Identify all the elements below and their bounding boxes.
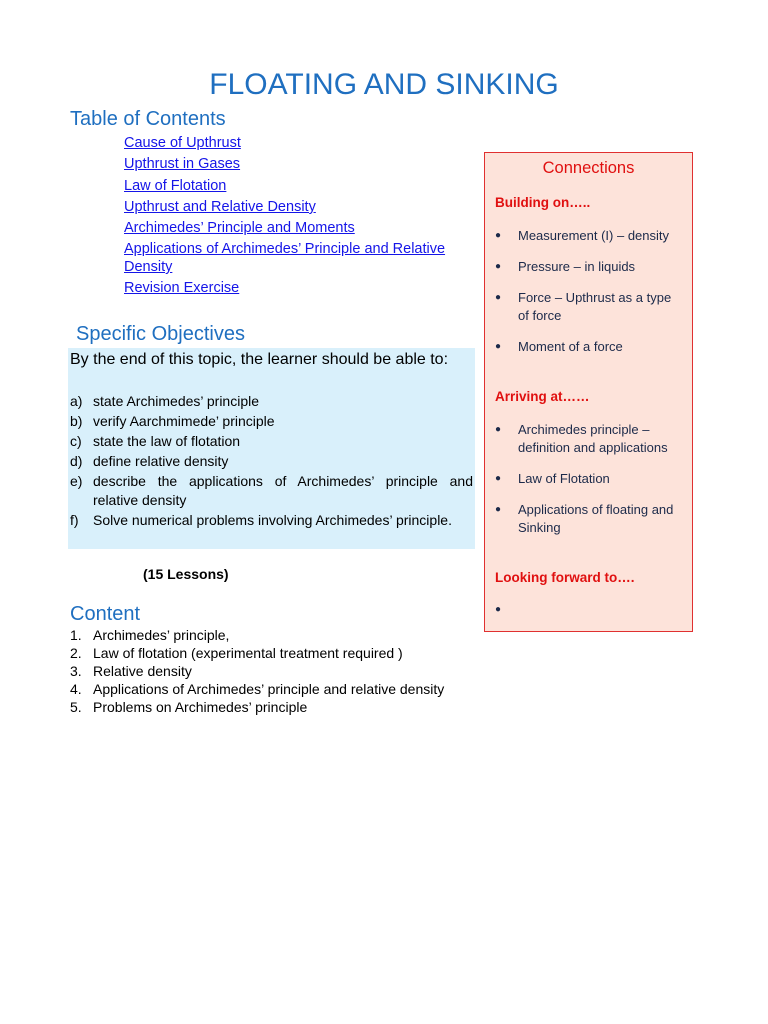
toc-link-cause-of-upthrust[interactable]: Cause of Upthrust xyxy=(124,135,241,151)
connection-text: Moment of a force xyxy=(518,339,623,354)
objective-text: describe the applications of Archimedes’ principle and relative density xyxy=(93,473,473,508)
looking-forward-heading: Looking forward to…. xyxy=(495,570,635,585)
table-of-contents xyxy=(124,135,479,302)
objective-letter: a) xyxy=(70,393,83,409)
lessons-count: (15 Lessons) xyxy=(143,566,229,582)
connection-item xyxy=(495,258,685,276)
objective-item xyxy=(70,432,473,451)
connection-text: Force – Upthrust as a type of force xyxy=(518,290,672,323)
objective-text: state the law of flotation xyxy=(93,433,241,449)
connection-item xyxy=(495,470,685,488)
arriving-at-list xyxy=(495,421,685,537)
objective-text: define relative density xyxy=(93,453,229,469)
objective-item xyxy=(70,511,473,530)
content-text: Problems on Archimedes’ principle xyxy=(93,699,308,715)
bullet-icon: ● xyxy=(495,341,502,352)
toc-item xyxy=(124,178,479,196)
bullet-icon: ● xyxy=(495,261,502,272)
connection-item xyxy=(495,338,685,356)
building-on-list xyxy=(495,227,685,356)
building-on-heading: Building on….. xyxy=(495,195,591,210)
objective-text: Solve numerical problems involving Archimedes’ principle. xyxy=(93,511,452,528)
objective-text: state Archimedes’ principle xyxy=(93,393,260,409)
connection-item xyxy=(495,289,685,325)
toc-link-upthrust-in-gases[interactable]: Upthrust in Gases xyxy=(124,156,241,173)
content-number: 4. xyxy=(70,681,82,697)
content-text: Archimedes’ principle, xyxy=(93,627,230,643)
toc-link-law-of-flotation[interactable]: Law of Flotation xyxy=(124,177,227,194)
content-item xyxy=(70,626,490,644)
content-number: 5. xyxy=(70,699,82,715)
connection-text: Pressure – in liquids xyxy=(518,259,636,274)
connection-item xyxy=(495,227,685,245)
content-text: Relative density xyxy=(93,663,192,679)
connection-text: Applications of floating and Sinking xyxy=(518,502,674,535)
objective-item xyxy=(70,392,473,411)
objective-item xyxy=(70,412,473,431)
content-item xyxy=(70,698,490,716)
objective-item xyxy=(70,452,473,471)
connection-item xyxy=(495,601,685,619)
connections-title: Connections xyxy=(542,159,635,177)
content-list xyxy=(70,626,490,716)
connection-text: Measurement (I) – density xyxy=(518,228,670,243)
arriving-at-heading: Arriving at…… xyxy=(495,389,590,404)
objective-letter: d) xyxy=(70,453,83,469)
toc-item xyxy=(124,220,479,238)
toc-heading: Table of Contents xyxy=(70,108,226,130)
content-item xyxy=(70,680,490,698)
toc-link-upthrust-relative-density[interactable]: Upthrust and Relative Density xyxy=(124,198,316,215)
content-text: Applications of Archimedes’ principle and relative density xyxy=(93,681,445,697)
objectives-lead: By the end of this topic, the learner should be able to: xyxy=(70,351,449,368)
connection-item xyxy=(495,501,685,537)
toc-item xyxy=(124,241,479,276)
toc-item xyxy=(124,156,479,174)
content-item xyxy=(70,644,490,662)
objective-item xyxy=(70,472,473,509)
bullet-icon: ● xyxy=(495,473,502,484)
objective-letter: c) xyxy=(70,433,82,449)
connection-text: Law of Flotation xyxy=(518,471,610,486)
content-number: 2. xyxy=(70,645,82,661)
objective-letter: f) xyxy=(70,511,79,528)
connection-text: Archimedes principle – definition and applications xyxy=(518,422,668,455)
toc-item xyxy=(124,280,479,298)
looking-forward-list xyxy=(495,601,685,619)
toc-link-archimedes-moments[interactable]: Archimedes’ Principle and Moments xyxy=(124,220,355,237)
connections-box xyxy=(484,152,693,632)
objective-letter: e) xyxy=(70,473,83,489)
objectives-heading: Specific Objectives xyxy=(76,323,245,345)
objective-letter: b) xyxy=(70,413,83,429)
toc-item xyxy=(124,199,479,217)
content-heading: Content xyxy=(70,603,141,625)
bullet-icon: ● xyxy=(495,604,502,615)
page-title: FLOATING AND SINKING xyxy=(209,68,559,101)
bullet-icon: ● xyxy=(495,230,502,241)
content-number: 1. xyxy=(70,627,82,643)
objective-text: verify Aarchmimede’ principle xyxy=(93,413,275,429)
content-item xyxy=(70,662,490,680)
objectives-list xyxy=(70,392,473,531)
content-text: Law of flotation (experimental treatment required ) xyxy=(93,645,403,661)
toc-link-applications[interactable]: Applications of Archimedes’ Principle and Relative Density xyxy=(124,241,446,275)
content-number: 3. xyxy=(70,663,82,679)
connection-item xyxy=(495,421,685,457)
bullet-icon: ● xyxy=(495,424,502,435)
toc-item xyxy=(124,135,479,153)
toc-link-revision-exercise[interactable]: Revision Exercise xyxy=(124,280,240,297)
bullet-icon: ● xyxy=(495,504,502,515)
bullet-icon: ● xyxy=(495,292,502,303)
